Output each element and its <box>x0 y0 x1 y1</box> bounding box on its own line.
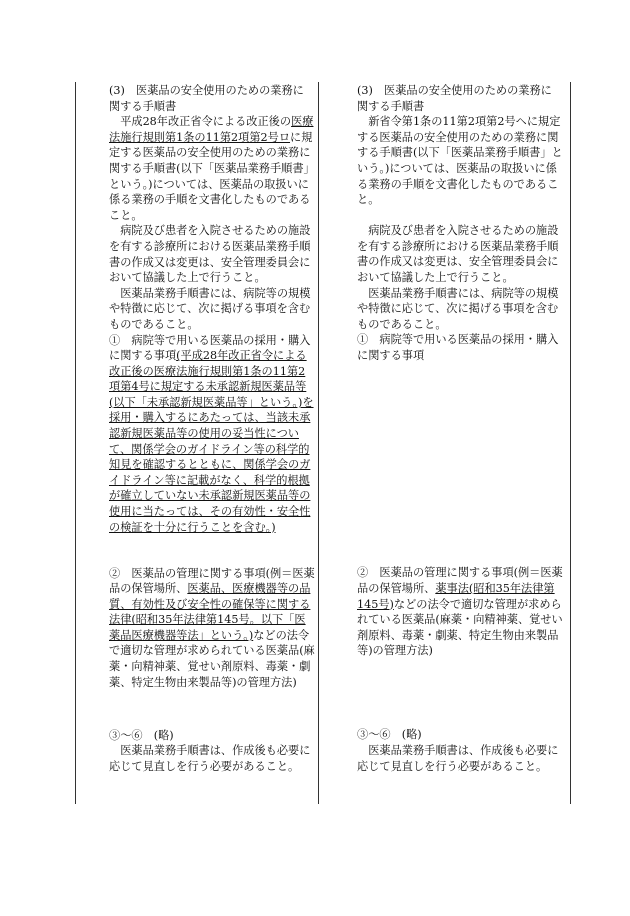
right-border-line <box>570 82 571 804</box>
left-border-line <box>75 82 76 804</box>
amendment-underline: 医療法施行規則第1条の11第2項第2号ロ <box>109 115 314 144</box>
paragraph-definition: 新省令第1条の11第2項第2号ヘに規定する医薬品の安全使用のための業務に関する手順書(以下「医薬品業務手順書」という。)については、医薬品の取扱いに係る業務の手順を文書化したものであること。 <box>357 115 563 207</box>
amendment-underline: (平成28年改正省令による改正後の医療法施行規則第1条の11第2項第4号に規定する未承認新規医薬品等(以下「未承認新規医薬品等」という。)を採用・購入するにあたっては、当該未承認新規医薬品等の使用の妥当性について、関係学会のガイドライン等の科学的知見を確認するとともに、関係学会のガイドライン等に記載がなく、科学的根拠が確立していない未承認新規医薬品等の使用に当たっては、その有効性・安全性の検証を十分に行うことを含む。) <box>109 349 314 534</box>
section-heading: (3) 医薬品の安全使用のための業務に関する手順書 <box>357 84 552 113</box>
list-item-2: ② 医薬品の管理に関する事項(例＝医薬品の保管場所、医薬品、医療機器等の品質、有効性及び安全性の確保等に関する法律(昭和35年法律第145号。以下「医薬品医療機器等法」という。)などの法令で適切な管理が求められている医薬品(麻薬・向精神薬、覚せい剤原料、毒薬・劇薬、特定生物由来製品等)の管理方法) <box>109 566 315 689</box>
center-divider-line <box>318 82 319 804</box>
paragraph-committee: 病院及び患者を入院させるための施設を有する診療所における医薬品業務手順書の作成又は変更は、安全管理委員会において協議した上で行うこと。 <box>357 224 559 284</box>
paragraph-review: 医薬品業務手順書は、作成後も必要に応じて見直しを行う必要があること。 <box>357 743 559 773</box>
list-item-3-6: ③～⑥ (略) <box>357 728 422 742</box>
list-item-2: ② 医薬品の管理に関する事項(例＝医薬品の保管場所、薬事法(昭和35年法律第145号)などの法令で適切な管理が求められている医薬品(麻薬・向精神薬、覚せい剤原料、毒薬・劇薬、特定生物由来製品等)の管理方法) <box>357 566 563 658</box>
list-item-3-6: ③～⑥ (略) <box>109 728 174 742</box>
revised-text-column <box>109 83 315 774</box>
paragraph-review: 医薬品業務手順書は、作成後も必要に応じて見直しを行う必要があること。 <box>109 744 311 773</box>
paragraph-contents: 医薬品業務手順書には、病院等の規模や特徴に応じて、次に掲げる事項を含むものであること。 <box>109 286 311 331</box>
amendment-underline: 医薬品、医療機器等の品質、有効性及び安全性の確保等に関する法律(昭和35年法律第145号。以下「医薬品医療機器等法」という。) <box>109 582 311 642</box>
paragraph-committee: 病院及び患者を入院させるための施設を有する診療所における医薬品業務手順書の作成又は変更は、安全管理委員会において協議した上で行うこと。 <box>109 224 311 285</box>
list-item-1: ① 病院等で用いる医薬品の採用・購入に関する事項 <box>357 333 559 362</box>
amendment-underline: 薬事法(昭和35年法律第145号) <box>357 581 555 611</box>
paragraph-contents: 医薬品業務手順書には、病院等の規模や特徴に応じて、次に掲げる事項を含むものであること。 <box>357 286 559 331</box>
section-heading: (3) 医薬品の安全使用のための業務に関する手順書 <box>109 84 304 113</box>
list-item-1: ① 病院等で用いる医薬品の採用・購入に関する事項(平成28年改正省令による改正後の医療法施行規則第1条の11第2項第4号に規定する未承認新規医薬品等(以下「未承認新規医薬品等」という。)を採用・購入するにあたっては、当該未承認新規医薬品等の使用の妥当性について、関係学会のガイドライン等の科学的知見を確認するとともに、関係学会のガイドライン等に記載がなく、科学的根拠が確立していない未承認新規医薬品等の使用に当たっては、その有効性・安全性の検証を十分に行うことを含む。) <box>109 333 314 534</box>
current-text-column <box>357 83 563 774</box>
paragraph-definition: 平成28年改正省令による改正後の医療法施行規則第1条の11第2項第2号ロに規定する医薬品の安全使用のための業務に関する手順書(以下「医薬品業務手順書」という。)については、医薬品の取扱いに係る業務の手順を文書化したものであること。 <box>109 115 315 222</box>
